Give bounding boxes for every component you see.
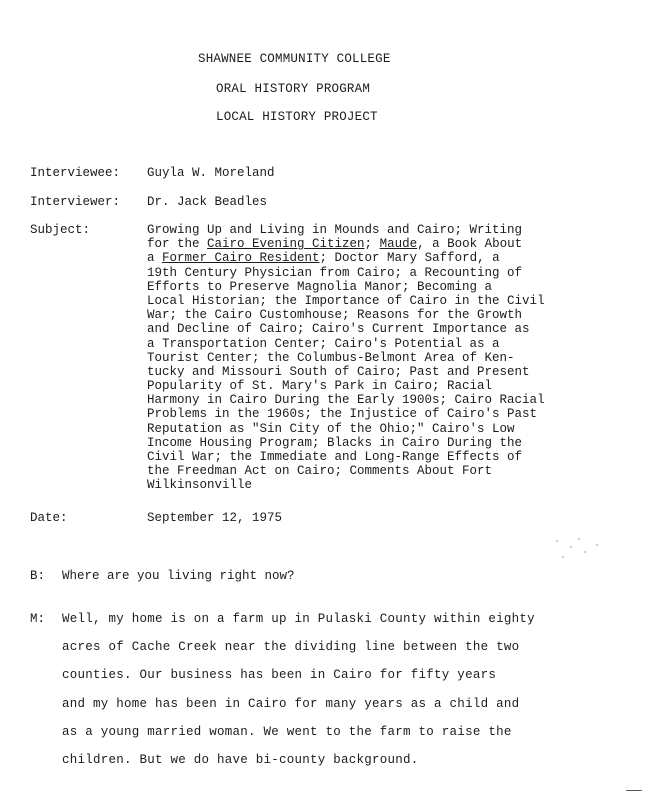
interviewer-value: Dr. Jack Beadles (147, 195, 268, 209)
scan-speck (578, 538, 580, 540)
date-label: Date: (30, 511, 68, 525)
answer-line: and my home has been in Cairo for many years as a child and (62, 697, 520, 711)
scan-speck (556, 540, 558, 542)
subject-text (147, 223, 617, 493)
subject-line: Growing Up and Living in Mounds and Cairo; Writing (147, 223, 523, 237)
subject-label: Subject: (30, 223, 91, 237)
institution-heading: SHAWNEE COMMUNITY COLLEGE (198, 52, 391, 66)
subject-line: Civil War; the Immediate and Long-Range Effects of (147, 450, 523, 464)
answer-line: Well, my home is on a farm up in Pulaski County within eighty (62, 612, 535, 626)
answer-line: as a young married woman. We went to the farm to raise the (62, 725, 512, 739)
answer-line: acres of Cache Creek near the dividing line between the two (62, 640, 520, 654)
subject-line: Income Housing Program; Blacks in Cairo During the (147, 435, 523, 450)
subject-line: for the Cairo Evening Citizen; Maude, a Book About (147, 237, 523, 252)
interviewee-label: Interviewee: (30, 166, 121, 180)
program-heading: ORAL HISTORY PROGRAM (216, 82, 371, 96)
scan-speck (562, 556, 564, 558)
project-heading: LOCAL HISTORY PROJECT (216, 110, 378, 124)
interviewer-label: Interviewer: (30, 195, 121, 209)
subject-line: Popularity of St. Mary's Park in Cairo; Racial (147, 379, 493, 394)
subject-line: Local Historian; the Importance of Cairo in the Civil (147, 293, 545, 308)
subject-line: Tourist Center; the Columbus-Belmont Area of Ken- (147, 350, 515, 365)
subject-line: War; the Cairo Customhouse; Reasons for the Growth (147, 308, 523, 323)
subject-line: Reputation as "Sin City of the Ohio;" Cairo's Low (147, 421, 515, 436)
subject-line: a Former Cairo Resident; Doctor Mary Safford, a (147, 251, 500, 266)
speaker-m: M: (30, 612, 46, 626)
answer-line: children. But we do have bi-county background. (62, 753, 419, 767)
subject-line: and Decline of Cairo; Cairo's Current Importance as (147, 322, 530, 337)
scan-speck (584, 551, 586, 553)
scan-mark (626, 790, 642, 791)
subject-line: tucky and Missouri South of Cairo; Past and Present (147, 364, 530, 379)
subject-line: Problems in the 1960s; the Injustice of Cairo's Past (147, 407, 538, 422)
subject-line: Efforts to Preserve Magnolia Manor; Becoming a (147, 279, 493, 294)
subject-line: a Transportation Center; Cairo's Potential as a (147, 336, 500, 351)
date-value: September 12, 1975 (147, 511, 283, 525)
scan-speck (596, 544, 598, 546)
interviewee-value: Guyla W. Moreland (147, 166, 275, 180)
subject-line: Harmony in Cairo During the Early 1900s; Cairo Racial (147, 393, 545, 408)
answer-line: counties. Our business has been in Cairo for fifty years (62, 668, 497, 682)
speaker-b: B: (30, 569, 46, 583)
newspaper-title: Cairo Evening Citizen (207, 237, 365, 252)
underlined-phrase: Former Cairo Resident (162, 251, 320, 266)
subject-line: 19th Century Physician from Cairo; a Recounting of (147, 265, 523, 280)
subject-line: Wilkinsonville (147, 478, 253, 493)
book-title: Maude (379, 237, 418, 252)
question-text: Where are you living right now? (62, 569, 295, 583)
subject-line: the Freedman Act on Cairo; Comments About Fort (147, 464, 493, 479)
scan-speck (570, 546, 572, 548)
